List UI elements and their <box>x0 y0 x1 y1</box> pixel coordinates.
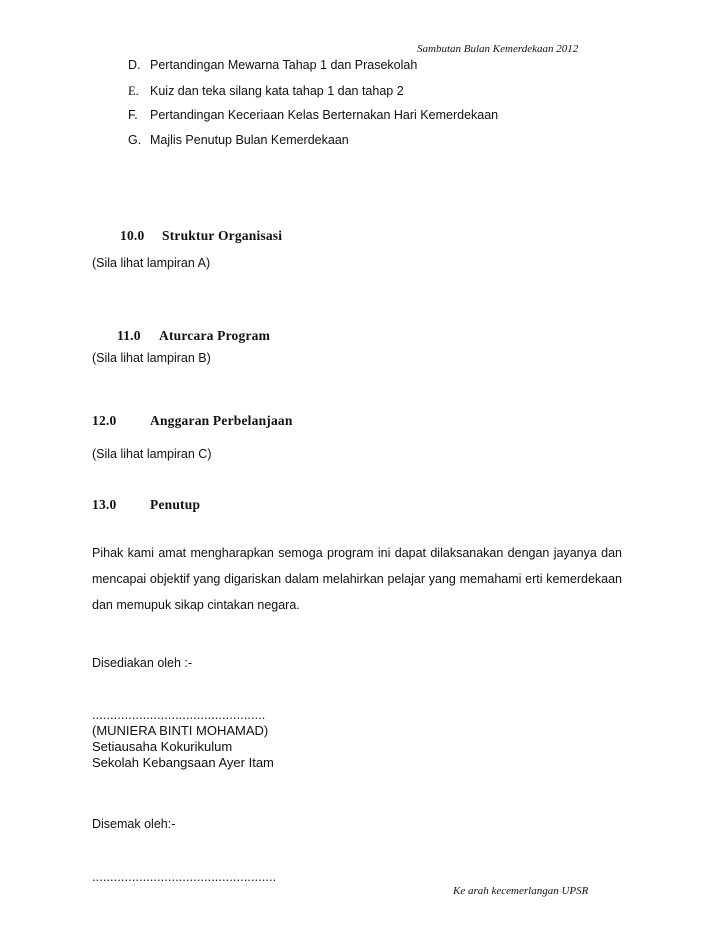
list-item-letter: D. <box>128 58 141 72</box>
section-title: Penutup <box>150 497 201 512</box>
signature-line: ................................................... <box>92 869 277 884</box>
section-number: 12.0 <box>92 413 117 428</box>
preparer-position: Setiausaha Kokurikulum <box>92 739 233 754</box>
preparer-school: Sekolah Kebangsaan Ayer Itam <box>92 755 274 770</box>
list-item-letter: G. <box>128 133 142 147</box>
list-item-text: Kuiz dan teka silang kata tahap 1 dan tahap 2 <box>150 84 404 98</box>
section-number: 13.0 <box>92 497 117 512</box>
closing-paragraph: Pihak kami amat mengharapkan semoga program ini dapat dilaksanakan dengan jayanya dan mencapai objektif yang digariskan dalam melahirkan pelajar yang memahami erti kemerdekaan dan memupuk sikap cintakan negara. <box>92 546 622 612</box>
section-note: (Sila lihat lampiran A) <box>92 256 211 270</box>
list-item-text: Pertandingan Mewarna Tahap 1 dan Prasekolah <box>150 58 418 72</box>
page-header-title: Sambutan Bulan Kemerdekaan 2012 <box>417 43 579 55</box>
preparer-name: (MUNIERA BINTI MOHAMAD) <box>92 723 269 738</box>
list-item-letter: E. <box>128 84 139 98</box>
prepared-by-label: Disediakan oleh :- <box>92 656 193 670</box>
list-item-letter: F. <box>128 108 138 122</box>
list-item-text: Pertandingan Keceriaan Kelas Berternakan Hari Kemerdekaan <box>150 108 499 122</box>
checked-by-label: Disemak oleh:- <box>92 817 176 831</box>
signature-line: ................................................ <box>92 707 266 722</box>
section-note: (Sila lihat lampiran C) <box>92 447 212 461</box>
section-title: Anggaran Perbelanjaan <box>150 413 293 428</box>
section-note: (Sila lihat lampiran B) <box>92 351 211 365</box>
page-footer-motto: Ke arah kecemerlangan UPSR <box>453 885 589 897</box>
section-title: Struktur Organisasi <box>162 228 283 243</box>
section-title: Aturcara Program <box>159 328 271 343</box>
list-item-text: Majlis Penutup Bulan Kemerdekaan <box>150 133 349 147</box>
section-number: 10.0 <box>120 228 145 243</box>
section-number: 11.0 <box>117 328 141 343</box>
